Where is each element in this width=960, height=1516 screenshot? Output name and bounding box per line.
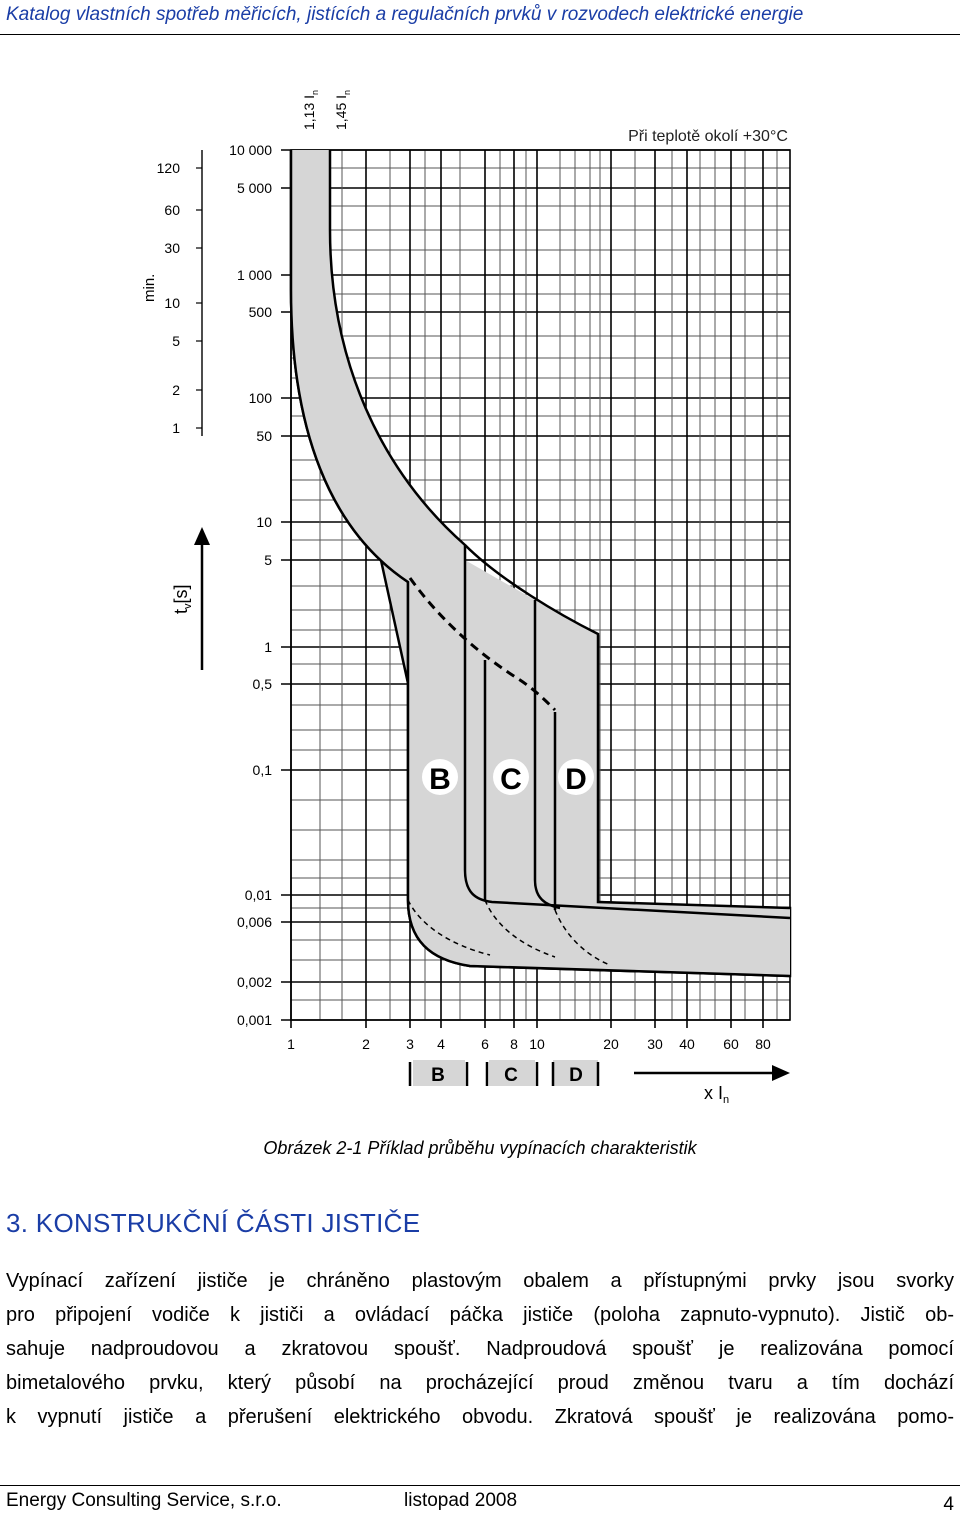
seconds-tick-label: 0,1: [252, 762, 272, 778]
footer-company: Energy Consulting Service, s.r.o.: [6, 1490, 282, 1511]
x-tick-label: 60: [723, 1036, 739, 1052]
x-tick-label: 3: [406, 1036, 414, 1052]
x-tick-label: 1: [287, 1036, 295, 1052]
paragraph-line-1: Vypínací zařízení jističe je chráněno plastovým obalem a přístupnými prvky jsou svorky: [6, 1270, 954, 1292]
figure-caption: Obrázek 2-1 Příklad průběhu vypínacích charakteristik: [263, 1138, 697, 1158]
seconds-tick-label: 500: [248, 304, 272, 320]
range-label-d: D: [569, 1065, 583, 1086]
paragraph-line-2: pro připojení vodiče k jističi a ovládací páčka jističe (poloha zapnuto-vypnuto). Jistič ob-: [6, 1304, 954, 1326]
x-tick-label: 4: [437, 1036, 445, 1052]
marker-1-13-in: 1,13 $I_n$: [301, 89, 320, 130]
footer-rule: [0, 1485, 960, 1486]
minutes-tick-label: 5: [172, 333, 180, 349]
x-tick-label: 40: [679, 1036, 695, 1052]
curve-labels: [422, 759, 594, 796]
section-heading: 3. KONSTRUKČNÍ ČÁSTI JISTIČE: [6, 1208, 421, 1238]
seconds-tick-label: 0,002: [236, 974, 272, 990]
y-axis-arrow: [194, 527, 210, 670]
seconds-tick-label: 100: [248, 390, 272, 406]
x-tick-label: 8: [510, 1036, 518, 1052]
seconds-tick-label: 5: [264, 552, 272, 568]
footer-date: listopad 2008: [404, 1490, 518, 1511]
marker-1-45-in: 1,45 $I_n$: [333, 89, 352, 130]
seconds-tick-label: 1: [264, 639, 272, 655]
minutes-tick-label: 30: [164, 240, 180, 256]
page-header: [0, 0, 960, 35]
x-tick-label: 2: [362, 1036, 370, 1052]
curve-label-b: B: [429, 763, 451, 796]
document-title: Katalog vlastních spotřeb měřicích, jistících a regulačních prvků v rozvodech elektrické energie: [6, 4, 804, 25]
seconds-tick-label: 0,001: [236, 1012, 272, 1028]
x-tick-label: 30: [647, 1036, 663, 1052]
paragraph-line-3: sahuje nadproudovou a zkratovou spoušť. Nadproudová spoušť je realizována pomocí: [6, 1338, 954, 1360]
minutes-tick-label: 10: [164, 295, 180, 311]
minutes-tick-label: 120: [156, 160, 180, 176]
x-axis-arrow-head: [772, 1065, 790, 1081]
curve-label-d: D: [565, 763, 587, 796]
paragraph-line-4: bimetalového prvku, který působí na procházející proud změnou tvaru a tím dochází: [6, 1372, 954, 1394]
x-tick-label: 20: [603, 1036, 619, 1052]
paragraph-line-5: k vypnutí jističe a přerušení elektrického obvodu. Zkratová spoušť je realizována pomo-: [6, 1406, 954, 1428]
x-tick-label: 10: [529, 1036, 545, 1052]
curve-label-c: C: [500, 763, 522, 796]
seconds-tick-label: 0,006: [236, 914, 272, 930]
range-label-b: B: [431, 1065, 445, 1086]
x-tick-label: 80: [755, 1036, 771, 1052]
tripping-characteristics-svg: [120, 80, 820, 1120]
seconds-tick-label: 0,5: [252, 676, 272, 692]
y-axis-arrow-head: [194, 527, 210, 545]
seconds-tick-label: 5 000: [236, 180, 272, 196]
x-tick-label: 6: [481, 1036, 489, 1052]
page-number: 4: [943, 1494, 954, 1515]
minutes-label: min.: [141, 273, 158, 302]
condition-label: Při teplotě okolí +30°C: [628, 128, 788, 145]
x-axis-label: x $I_n$: [704, 1083, 730, 1106]
minutes-tick-label: 2: [172, 382, 180, 398]
range-brackets: [410, 1060, 598, 1086]
seconds-tick-label: 50: [256, 428, 272, 444]
seconds-tick-label: 0,01: [244, 887, 272, 903]
y-axis-label: $t_v[s]$: [171, 584, 194, 614]
seconds-tick-label: 1 000: [236, 267, 272, 283]
seconds-tick-label: 10 000: [229, 142, 272, 158]
minutes-tick-label: 60: [164, 202, 180, 218]
range-label-c: C: [504, 1065, 518, 1086]
x-axis-arrow: [634, 1065, 790, 1081]
top-markers: [301, 90, 352, 130]
minutes-tick-label: 1: [172, 420, 180, 436]
tripping-characteristics-figure: [120, 80, 820, 1120]
seconds-tick-label: 10: [256, 514, 272, 530]
